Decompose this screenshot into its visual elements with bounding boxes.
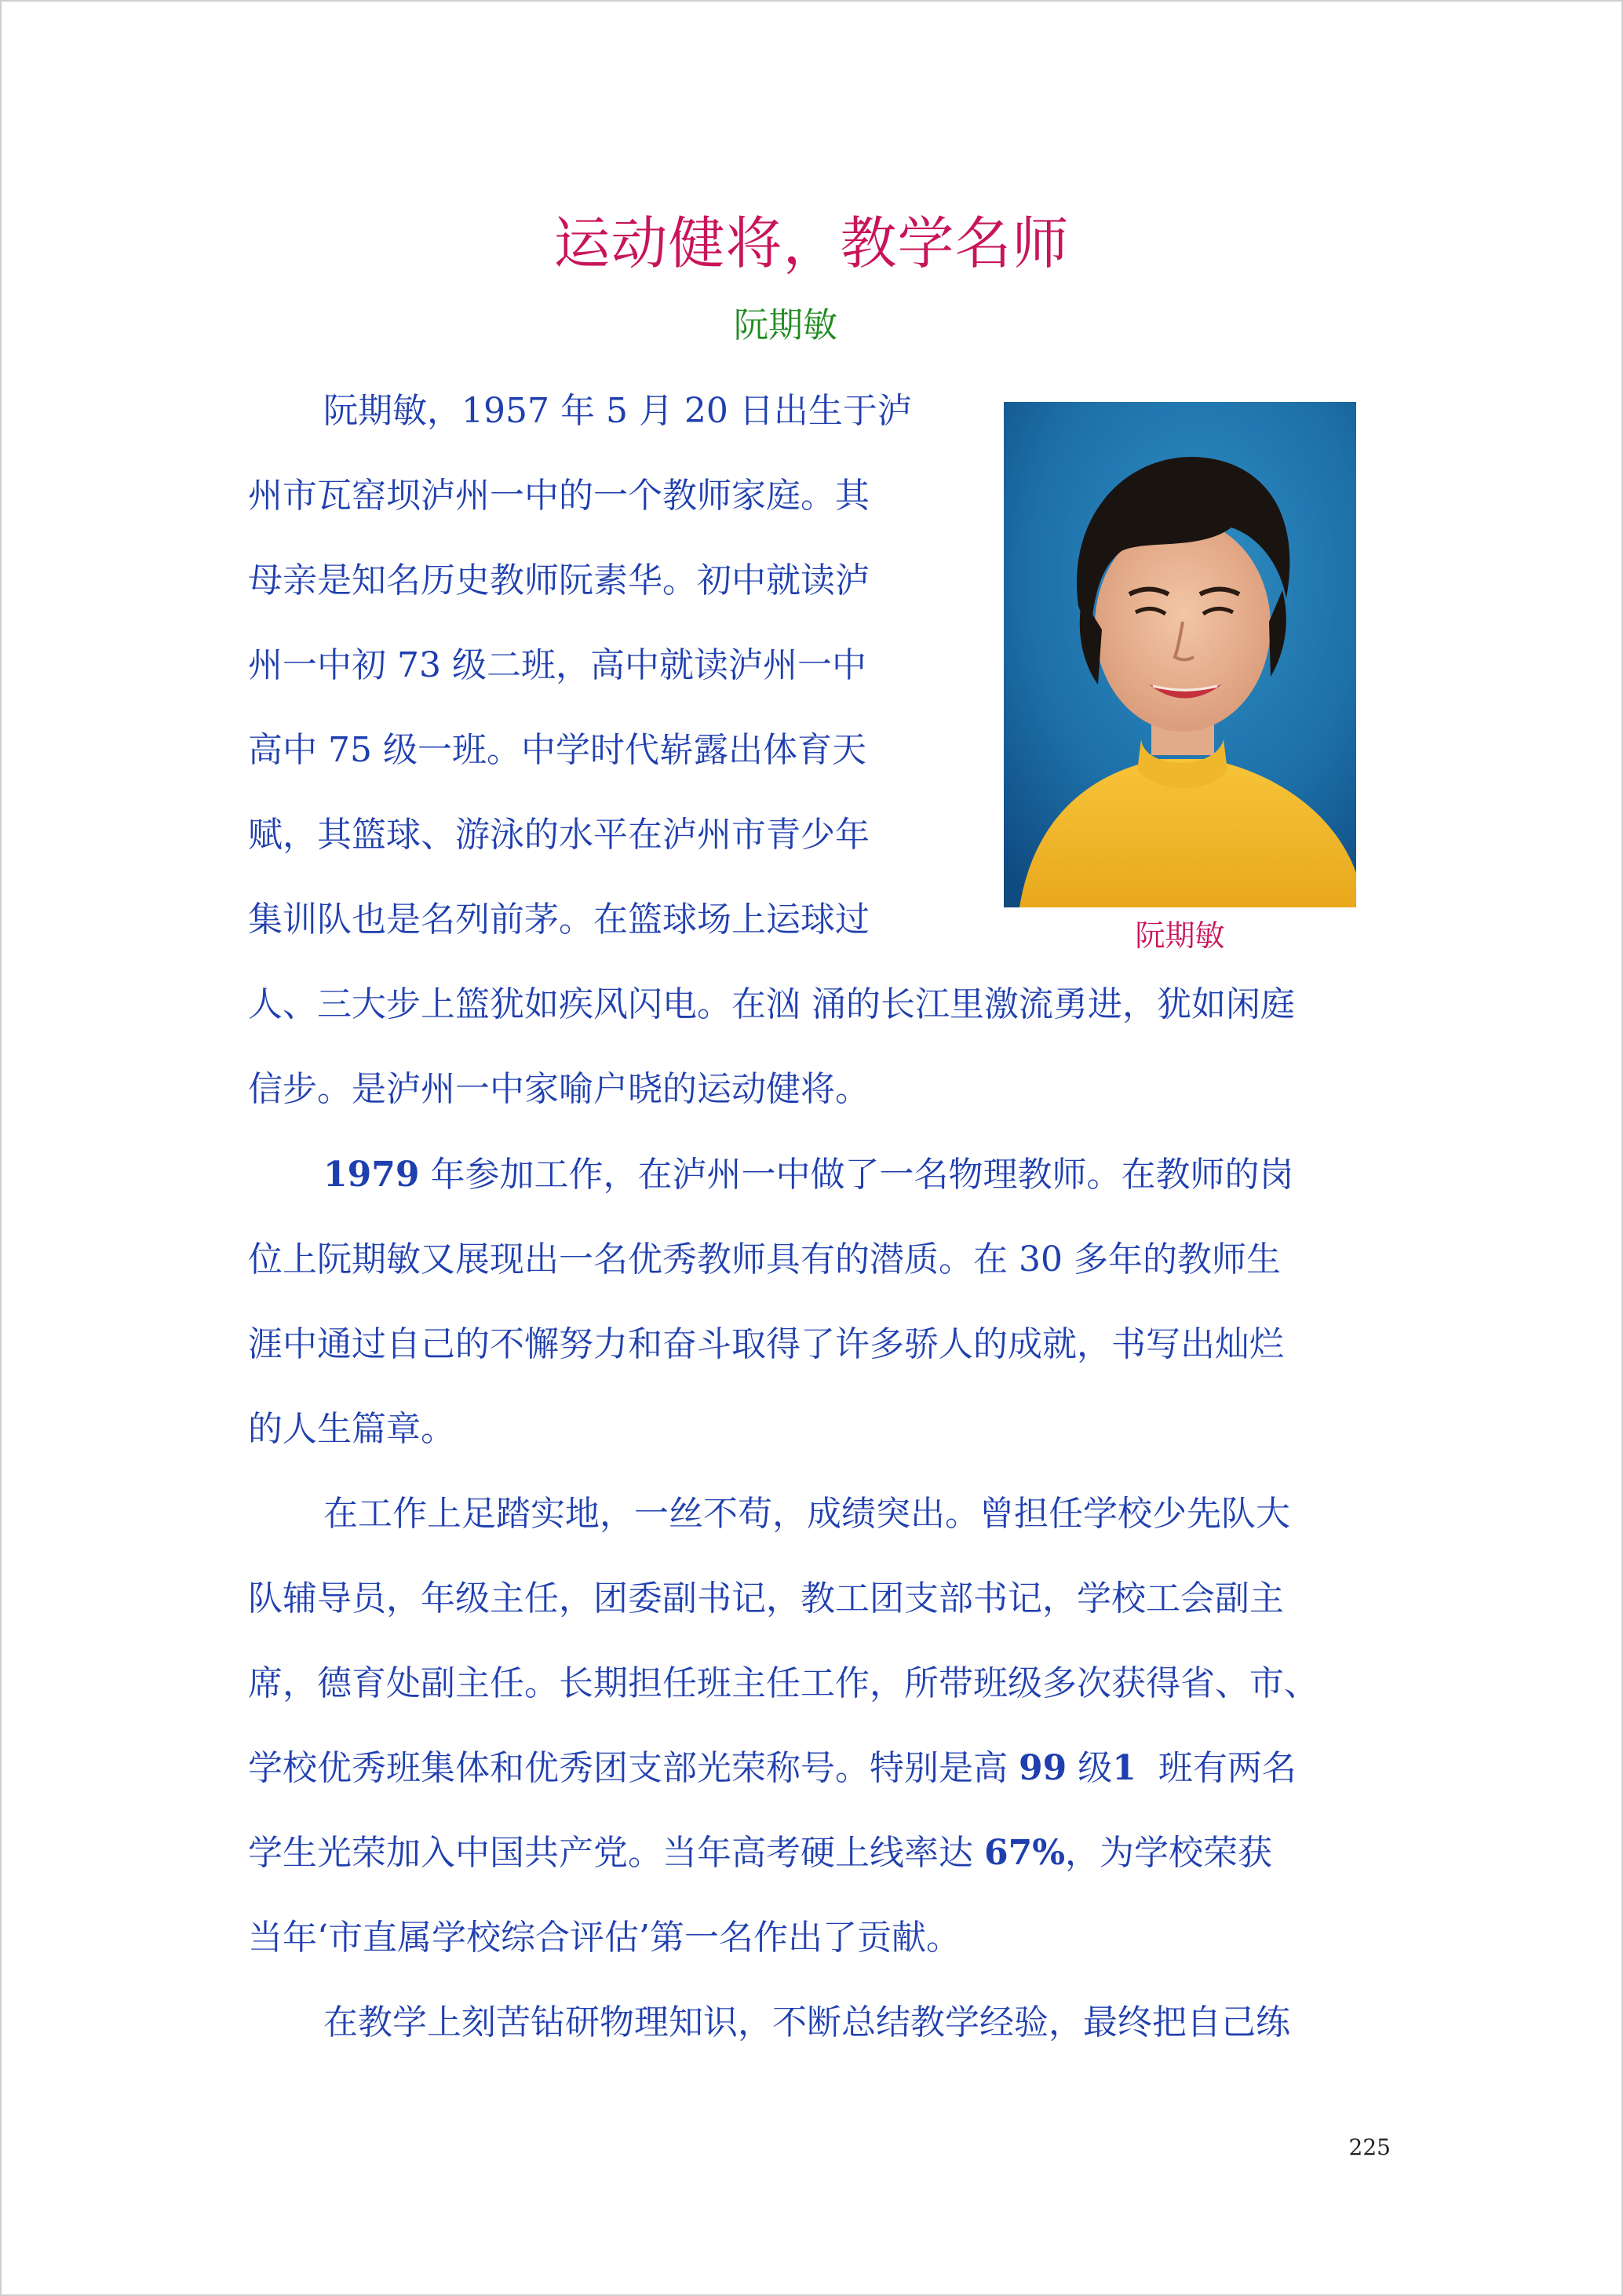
paragraph-teaching	[248, 1980, 1391, 2065]
text-line: 的人生篇章。	[248, 1409, 455, 1449]
paragraph-biography	[248, 369, 1391, 1132]
text-segment: 年参加工作，在泸州一中做了一名物理教师。在教师的岗	[419, 1155, 1294, 1195]
text-line	[248, 1811, 1391, 1896]
text-line: 阮期敏，1957 年 5 月 20 日出生于泸	[323, 391, 912, 431]
article-title: 运动健将，教学名师	[553, 210, 1070, 276]
text-line: 涯中通过自己的不懈努力和奋斗取得了许多骄人的成就，书写出灿烂	[248, 1324, 1284, 1364]
text-line	[248, 1133, 1391, 1217]
text-line	[248, 1726, 1391, 1811]
text-line: 在工作上足踏实地，一丝不苟，成绩突出。曾担任学校少先队大	[323, 1494, 1290, 1534]
class-number: 1	[1112, 1748, 1136, 1788]
text-segment: 班有两名	[1136, 1748, 1297, 1788]
text-line: 在教学上刻苦钻研物理知识，不断总结教学经验，最终把自己练	[323, 2002, 1290, 2042]
text-line: 赋，其篮球、游泳的水平在泸州市青少年	[248, 815, 870, 855]
text-line: 席，德育处副主任。长期担任班主任工作，所带班级多次获得省、市、	[248, 1663, 1318, 1703]
text-segment: ，为学校荣获	[1065, 1833, 1273, 1873]
text-line: 州市瓦窑坝泸州一中的一个教师家庭。其	[248, 476, 870, 516]
text-line: 高中 75 级一班。中学时代崭露出体育天	[248, 730, 866, 770]
paragraph-work-achievements	[248, 1472, 1391, 1980]
portrait-caption: 阮期敏	[1135, 918, 1225, 953]
article-author: 阮期敏	[734, 305, 837, 345]
rate-number: 67%	[983, 1833, 1066, 1873]
text-line: 信步。是泸州一中家喻户晓的运动健将。	[248, 1069, 870, 1109]
text-line: 人、三大步上篮犹如疾风闪电。在汹 涌的长江里激流勇进，犹如闲庭	[248, 984, 1295, 1024]
text-line: 当年‘市直属学校综合评估’第一名作出了贡献。	[248, 1918, 961, 1958]
text-line: 州一中初 73 级二班，高中就读泸州一中	[248, 645, 866, 685]
year-number: 1979	[323, 1155, 420, 1195]
paragraph-career-start	[248, 1133, 1391, 1472]
text-line: 位上阮期敏又展现出一名优秀教师具有的潜质。在 30 多年的教师生	[248, 1239, 1281, 1279]
class-number: 99	[1018, 1748, 1067, 1788]
text-segment: 学生光荣加入中国共产党。当年高考硬上线率达	[248, 1833, 984, 1873]
page-number: 225	[1348, 2134, 1391, 2160]
text-line: 母亲是知名历史教师阮素华。初中就读泸	[248, 560, 870, 600]
text-segment: 级	[1067, 1748, 1113, 1788]
text-line: 集训队也是名列前茅。在篮球场上运球过	[248, 900, 870, 940]
text-line: 队辅导员，年级主任，团委副书记，教工团支部书记，学校工会副主	[248, 1579, 1284, 1619]
text-segment: 学校优秀班集体和优秀团支部光荣称号。特别是高	[248, 1748, 1019, 1788]
